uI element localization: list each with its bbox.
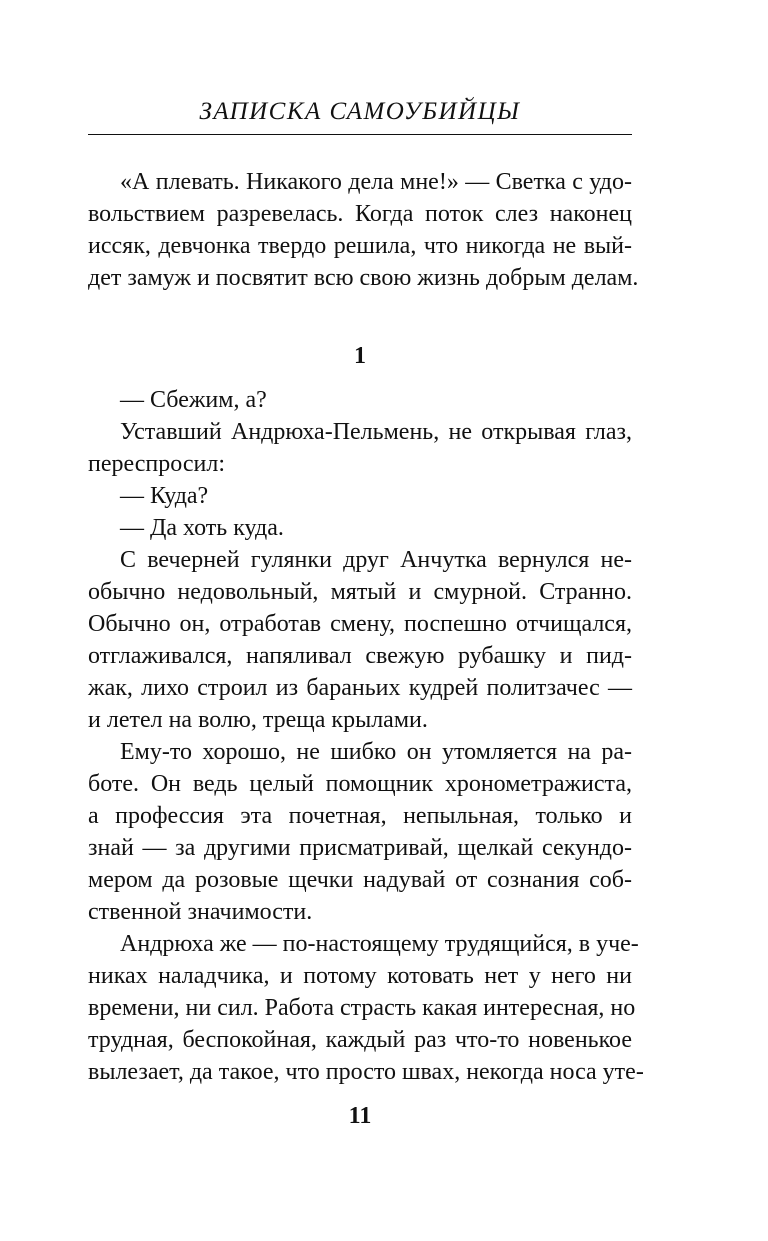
header-rule — [88, 134, 632, 135]
text-line: мером да розовые щечки надувай от сознания соб- — [88, 867, 632, 893]
text-line: дет замуж и посвятит всю свою жизнь добрым делам. — [88, 265, 639, 291]
text-line: иссяк, девчонка твердо решила, что никогда не вый- — [88, 233, 632, 259]
text-line: знай — за другими присматривай, щелкай секундо- — [88, 835, 632, 861]
text-line: переспросил: — [88, 451, 225, 477]
text-line: ственной значимости. — [88, 899, 313, 925]
page-number: 11 — [348, 1103, 372, 1129]
text-line: боте. Он ведь целый помощник хронометражиста, — [88, 771, 632, 797]
text-line: отглаживался, напяливал свежую рубашку и пид- — [88, 643, 632, 669]
text-line: а профессия эта почетная, непыльная, только и — [88, 803, 632, 829]
text-line: Андрюха же — по-настоящему трудящийся, в уче- — [120, 931, 639, 957]
text-line: Уставший Андрюха-Пельмень, не открывая глаз, — [120, 419, 632, 445]
text-line: С вечерней гулянки друг Анчутка вернулся не- — [120, 547, 632, 573]
text-line: никах наладчика, и потому котовать нет у него ни — [88, 963, 632, 989]
text-line: Ему-то хорошо, не шибко он утомляется на ра- — [120, 739, 632, 765]
text-line: — Сбежим, а? — [120, 387, 267, 413]
text-line: жак, лихо строил из бараньих кудрей политзачес — — [88, 675, 632, 701]
text-line: и летел на волю, треща крылами. — [88, 707, 428, 733]
chapter-number: 1 — [354, 343, 366, 369]
running-head: ЗАПИСКА САМОУБИЙЦЫ — [199, 98, 521, 125]
text-line: вылезает, да такое, что просто швах, некогда носа уте- — [88, 1059, 644, 1085]
text-line: Обычно он, отработав смену, поспешно отчищался, — [88, 611, 632, 637]
text-line: трудная, беспокойная, каждый раз что-то новенькое — [88, 1027, 632, 1053]
text-line: вольствием разревелась. Когда поток слез наконец — [88, 201, 632, 227]
text-line: обычно недовольный, мятый и смурной. Странно. — [88, 579, 632, 605]
opening-paragraph — [88, 166, 639, 294]
chapter-body — [88, 384, 644, 1088]
text-line: времени, ни сил. Работа страсть какая интересная, но — [88, 995, 636, 1021]
text-line: «А плевать. Никакого дела мне!» — Светка с удо- — [120, 169, 632, 195]
text-line: — Да хоть куда. — [120, 515, 284, 541]
text-line: — Куда? — [120, 483, 209, 509]
